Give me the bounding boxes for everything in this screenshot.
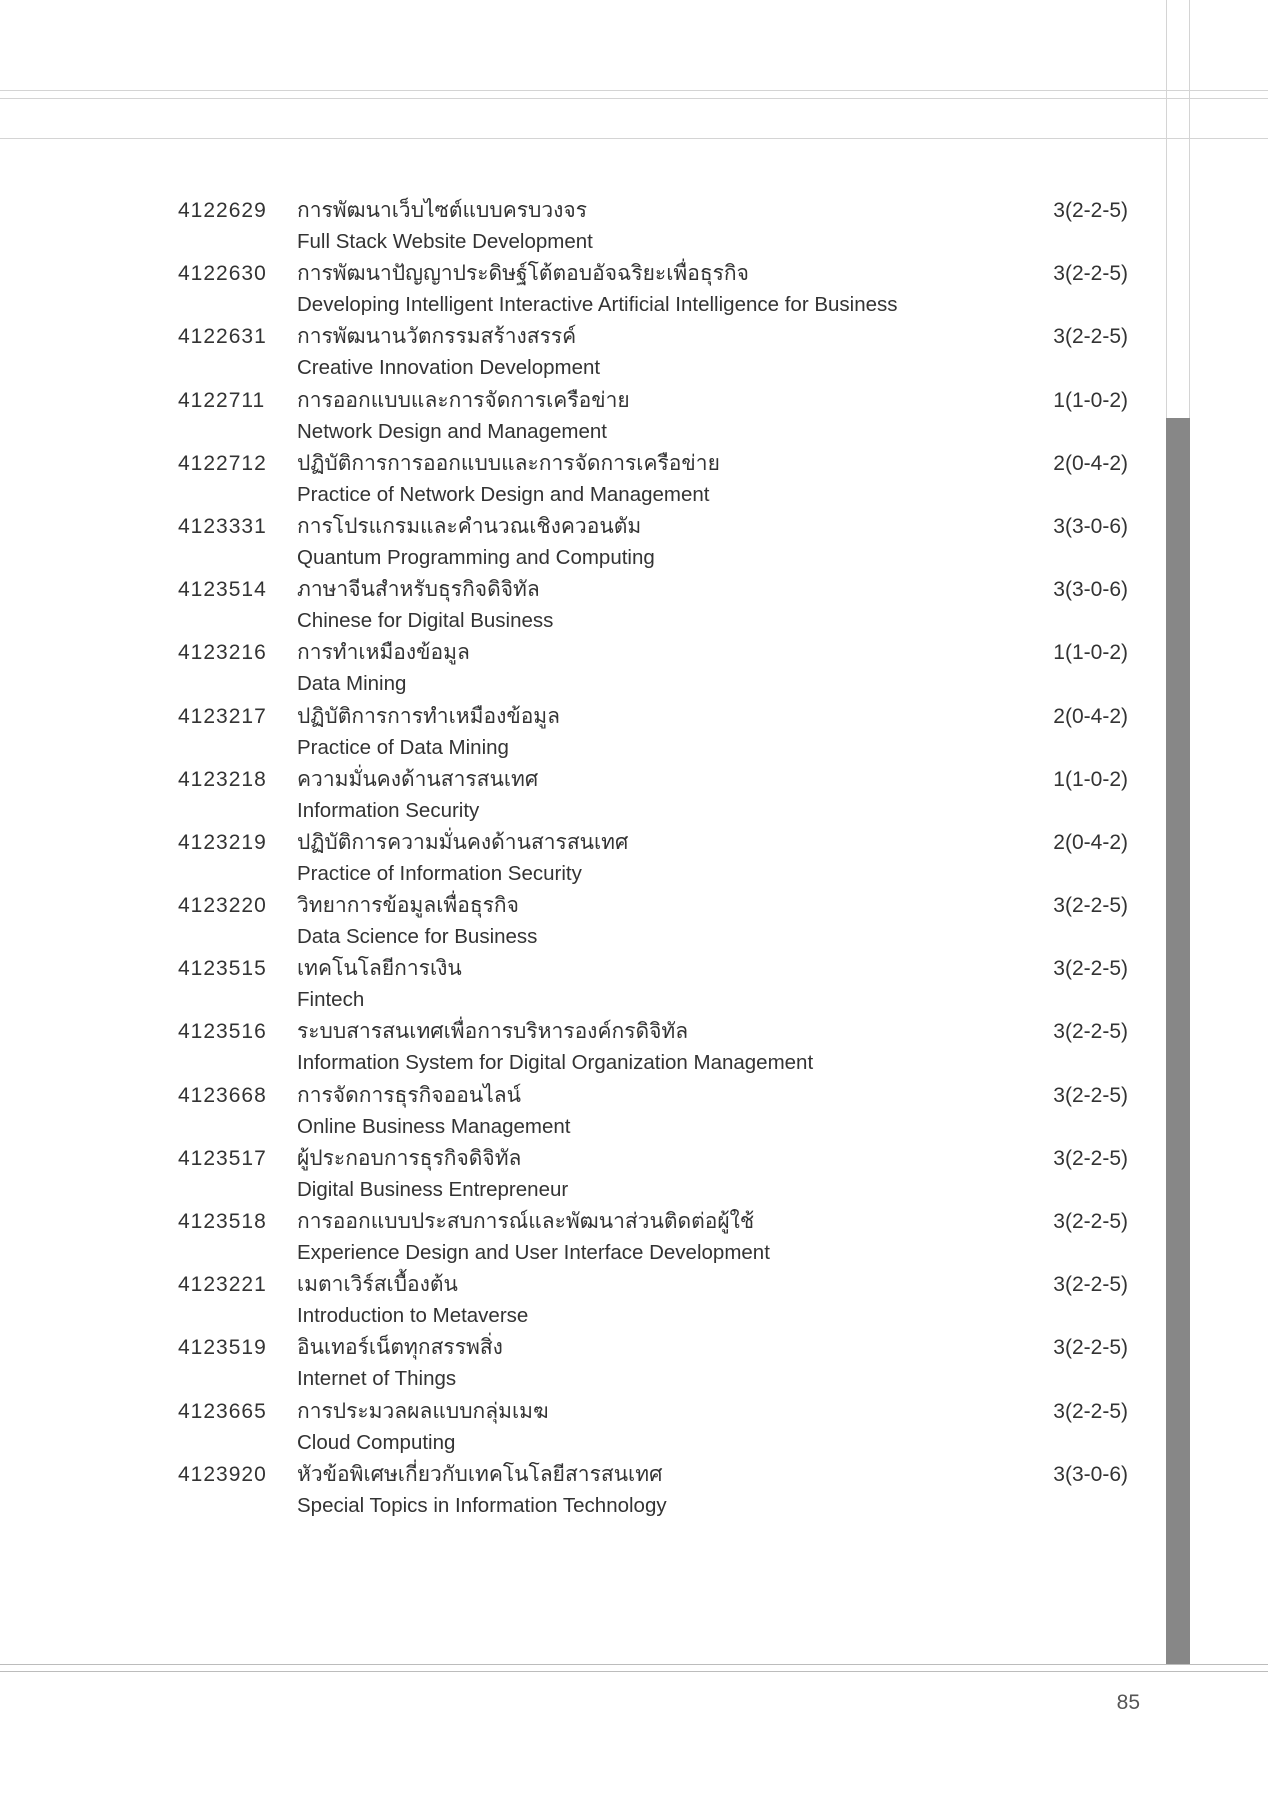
course-title-english: Network Design and Management — [297, 419, 607, 443]
course-row — [0, 1016, 1160, 1079]
course-code: 4122712 — [178, 451, 267, 475]
course-code: 4123221 — [178, 1273, 267, 1297]
course-title-thai: การพัฒนาปัญญาประดิษฐ์โต้ตอบอัจฉริยะเพื่อธุรกิจ — [297, 262, 749, 286]
course-code: 4123665 — [178, 1399, 267, 1423]
course-credits: 3(2-2-5) — [1053, 1210, 1128, 1233]
header-rule-top — [0, 90, 1268, 91]
course-row — [0, 574, 1160, 637]
course-credits: 2(0-4-2) — [1053, 704, 1128, 728]
course-code: 4123516 — [178, 1020, 267, 1044]
course-title-thai: ปฏิบัติการการทำเหมืองข้อมูล — [297, 704, 561, 728]
course-code: 4123515 — [178, 957, 267, 981]
course-title-english: Practice of Data Mining — [297, 735, 509, 759]
course-title-thai: ปฏิบัติการการออกแบบและการจัดการเครือข่าย — [297, 451, 720, 475]
course-credits: 3(3-0-6) — [1053, 514, 1128, 538]
course-title-english: Practice of Information Security — [297, 861, 582, 885]
course-credits: 3(2-2-5) — [1053, 325, 1128, 349]
course-credits: 3(3-0-6) — [1053, 578, 1128, 602]
course-code: 4123519 — [178, 1336, 267, 1360]
course-title-thai: ความมั่นคงด้านสารสนเทศ — [297, 767, 539, 791]
course-code: 4123668 — [178, 1083, 267, 1107]
course-title-english: Creative Innovation Development — [297, 356, 601, 380]
course-title-english: Online Business Management — [297, 1114, 571, 1138]
course-row — [0, 637, 1160, 700]
course-row — [0, 827, 1160, 890]
course-credits: 2(0-4-2) — [1053, 451, 1128, 475]
course-row — [0, 764, 1160, 827]
course-title-english: Special Topics in Information Technology — [297, 1493, 667, 1517]
course-credits: 3(2-2-5) — [1053, 199, 1128, 222]
course-row — [0, 890, 1160, 953]
course-title-thai: การทำเหมืองข้อมูล — [297, 641, 470, 665]
course-row — [0, 1080, 1160, 1143]
course-title-thai: เทคโนโลยีการเงิน — [297, 957, 462, 981]
course-row — [0, 258, 1160, 321]
course-row — [0, 701, 1160, 764]
course-credits: 3(2-2-5) — [1053, 1083, 1128, 1107]
course-title-english: Information System for Digital Organization Management — [297, 1051, 814, 1075]
course-title-thai: การพัฒนานวัตกรรมสร้างสรรค์ — [297, 325, 577, 349]
course-title-english: Full Stack Website Development — [297, 230, 593, 253]
course-list — [0, 195, 1160, 1522]
course-title-english: Introduction to Metaverse — [297, 1304, 529, 1328]
course-code: 4122631 — [178, 325, 267, 349]
course-credits: 1(1-0-2) — [1053, 388, 1128, 412]
course-title-english: Information Security — [297, 798, 480, 822]
course-code: 4122711 — [178, 388, 266, 412]
course-row — [0, 1396, 1160, 1459]
course-code: 4123518 — [178, 1210, 267, 1233]
course-title-thai: การพัฒนาเว็บไซต์แบบครบวงจร — [297, 199, 587, 222]
course-title-english: Chinese for Digital Business — [297, 609, 554, 633]
footer-rule-bottom — [0, 1671, 1268, 1672]
course-title-english: Practice of Network Design and Management — [297, 482, 710, 506]
course-title-thai: การออกแบบประสบการณ์และพัฒนาส่วนติดต่อผู้ใช้ — [297, 1210, 755, 1233]
header-rule-bottom — [0, 138, 1268, 139]
page-number: 85 — [1116, 1691, 1140, 1714]
course-row — [0, 1269, 1160, 1332]
course-row — [0, 1206, 1160, 1269]
course-credits: 3(3-0-6) — [1053, 1462, 1128, 1486]
course-row — [0, 385, 1160, 448]
course-code: 4123514 — [178, 578, 267, 602]
course-title-thai: หัวข้อพิเศษเกี่ยวกับเทคโนโลยีสารสนเทศ — [297, 1462, 663, 1486]
course-title-thai: การประมวลผลแบบกลุ่มเมฆ — [297, 1399, 549, 1423]
course-credits: 1(1-0-2) — [1053, 641, 1128, 665]
course-credits: 3(2-2-5) — [1053, 1399, 1128, 1423]
course-row — [0, 511, 1160, 574]
course-title-english: Internet of Things — [297, 1367, 457, 1391]
course-title-thai: วิทยาการข้อมูลเพื่อธุรกิจ — [297, 894, 519, 918]
course-credits: 3(2-2-5) — [1053, 894, 1128, 918]
course-row — [0, 195, 1160, 258]
course-credits: 3(2-2-5) — [1053, 1336, 1128, 1360]
course-code: 4122630 — [178, 262, 267, 286]
course-row — [0, 1459, 1160, 1522]
course-row — [0, 448, 1160, 511]
course-credits: 2(0-4-2) — [1053, 830, 1128, 854]
course-title-thai: ผู้ประกอบการธุรกิจดิจิทัล — [297, 1146, 522, 1170]
side-tab-bar — [1166, 418, 1190, 1665]
course-title-english: Quantum Programming and Computing — [297, 545, 655, 569]
course-credits: 3(2-2-5) — [1053, 1273, 1128, 1297]
course-title-english: Fintech — [297, 988, 365, 1012]
course-title-thai: อินเทอร์เน็ตทุกสรรพสิ่ง — [297, 1336, 503, 1360]
course-title-thai: การจัดการธุรกิจออนไลน์ — [297, 1083, 521, 1107]
course-title-thai: ระบบสารสนเทศเพื่อการบริหารองค์กรดิจิทัล — [297, 1020, 689, 1044]
course-code: 4123219 — [178, 830, 267, 854]
course-title-thai: ภาษาจีนสำหรับธุรกิจดิจิทัล — [297, 578, 540, 602]
course-title-thai: เมตาเวิร์สเบื้องต้น — [297, 1273, 458, 1297]
course-row — [0, 1143, 1160, 1206]
course-credits: 3(2-2-5) — [1053, 262, 1128, 286]
course-row — [0, 1332, 1160, 1395]
course-title-english: Experience Design and User Interface Development — [297, 1241, 770, 1264]
course-code: 4123331 — [178, 514, 267, 538]
course-credits: 3(2-2-5) — [1053, 957, 1128, 981]
course-code: 4123217 — [178, 704, 267, 728]
footer-rule-top — [0, 1664, 1268, 1665]
course-code: 4123216 — [178, 641, 267, 665]
course-row — [0, 321, 1160, 384]
course-title-thai: ปฏิบัติการความมั่นคงด้านสารสนเทศ — [297, 830, 629, 854]
course-credits: 3(2-2-5) — [1053, 1020, 1128, 1044]
course-title-english: Cloud Computing — [297, 1430, 456, 1454]
course-title-thai: การออกแบบและการจัดการเครือข่าย — [297, 388, 630, 412]
course-title-english: Digital Business Entrepreneur — [297, 1177, 569, 1201]
course-title-thai: การโปรแกรมและคำนวณเชิงควอนตัม — [297, 514, 642, 538]
course-row — [0, 953, 1160, 1016]
course-title-english: Developing Intelligent Interactive Artificial Intelligence for Business — [297, 293, 898, 317]
course-credits: 1(1-0-2) — [1053, 767, 1128, 791]
course-title-english: Data Mining — [297, 672, 407, 696]
course-code: 4123920 — [178, 1462, 267, 1486]
course-credits: 3(2-2-5) — [1053, 1146, 1128, 1170]
course-code: 4123220 — [178, 894, 267, 918]
course-code: 4123517 — [178, 1146, 267, 1170]
header-rule-middle — [0, 98, 1268, 99]
course-code: 4122629 — [178, 199, 267, 222]
course-code: 4123218 — [178, 767, 267, 791]
course-title-english: Data Science for Business — [297, 925, 538, 949]
